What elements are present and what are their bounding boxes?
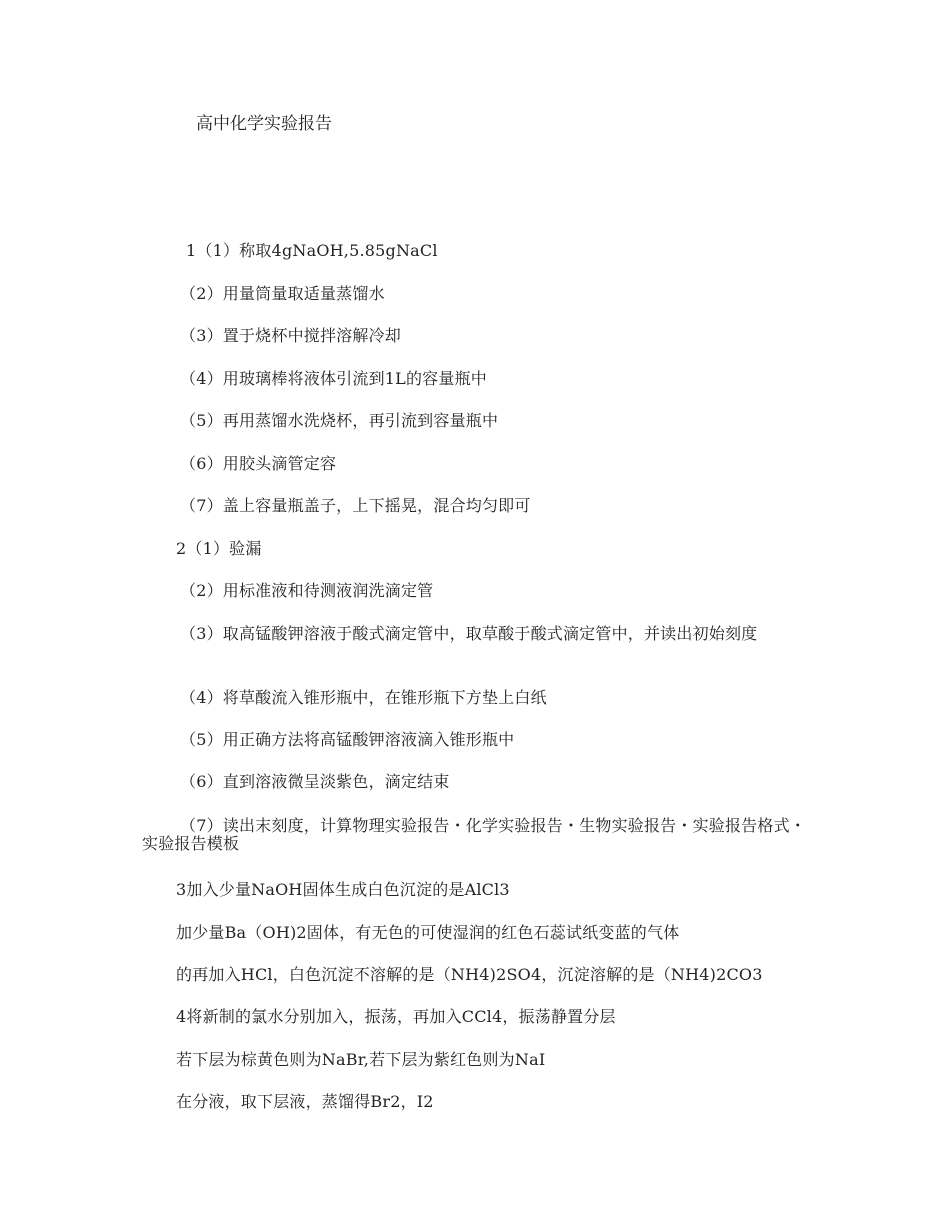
step-2-7: （7）读出末刻度，计算物理实验报告・化学实验报告・生物实验报告・实验报告格式・实验报告模板 xyxy=(142,816,806,853)
step-1-6: （6）用胶头滴管定容 xyxy=(180,454,337,473)
step-3-3: 的再加入HCl，白色沉淀不溶解的是（NH4)2SO4，沉淀溶解的是（NH4)2CO3 xyxy=(176,965,763,984)
step-4-1: 4将新制的氯水分别加入，振荡，再加入CCl4，振荡静置分层 xyxy=(176,1007,616,1026)
step-2-4: （4）将草酸流入锥形瓶中，在锥形瓶下方垫上白纸 xyxy=(180,688,547,707)
step-2-2: （2）用标准液和待测液润洗滴定管 xyxy=(180,581,434,600)
step-1-5: （5）再用蒸馏水洗烧杯，再引流到容量瓶中 xyxy=(180,411,499,430)
step-2-3: （3）取高锰酸钾溶液于酸式滴定管中，取草酸于酸式滴定管中，并读出初始刻度 xyxy=(180,624,758,643)
step-1-1: 1（1）称取4gNaOH,5.85gNaCl xyxy=(186,241,438,260)
step-2-6: （6）直到溶液微呈淡紫色，滴定结束 xyxy=(180,772,450,791)
step-1-3: （3）置于烧杯中搅拌溶解冷却 xyxy=(180,326,401,345)
step-1-4: （4）用玻璃棒将液体引流到1L的容量瓶中 xyxy=(180,369,487,388)
step-1-7: （7）盖上容量瓶盖子，上下摇晃，混合均匀即可 xyxy=(180,496,531,515)
step-3-1: 3加入少量NaOH固体生成白色沉淀的是AlCl3 xyxy=(176,880,510,899)
step-2-5: （5）用正确方法将高锰酸钾溶液滴入锥形瓶中 xyxy=(180,730,515,749)
step-4-2: 若下层为棕黄色则为NaBr,若下层为紫红色则为NaI xyxy=(176,1050,546,1069)
document-title: 高中化学实验报告 xyxy=(196,114,332,134)
step-3-2: 加少量Ba（OH)2固体，有无色的可使湿润的红色石蕊试纸变蓝的气体 xyxy=(176,923,680,942)
step-1-2: （2）用量筒量取适量蒸馏水 xyxy=(180,284,385,303)
step-4-3: 在分液，取下层液，蒸馏得Br2，I2 xyxy=(176,1092,434,1111)
step-2-1: 2（1）验漏 xyxy=(176,539,262,558)
